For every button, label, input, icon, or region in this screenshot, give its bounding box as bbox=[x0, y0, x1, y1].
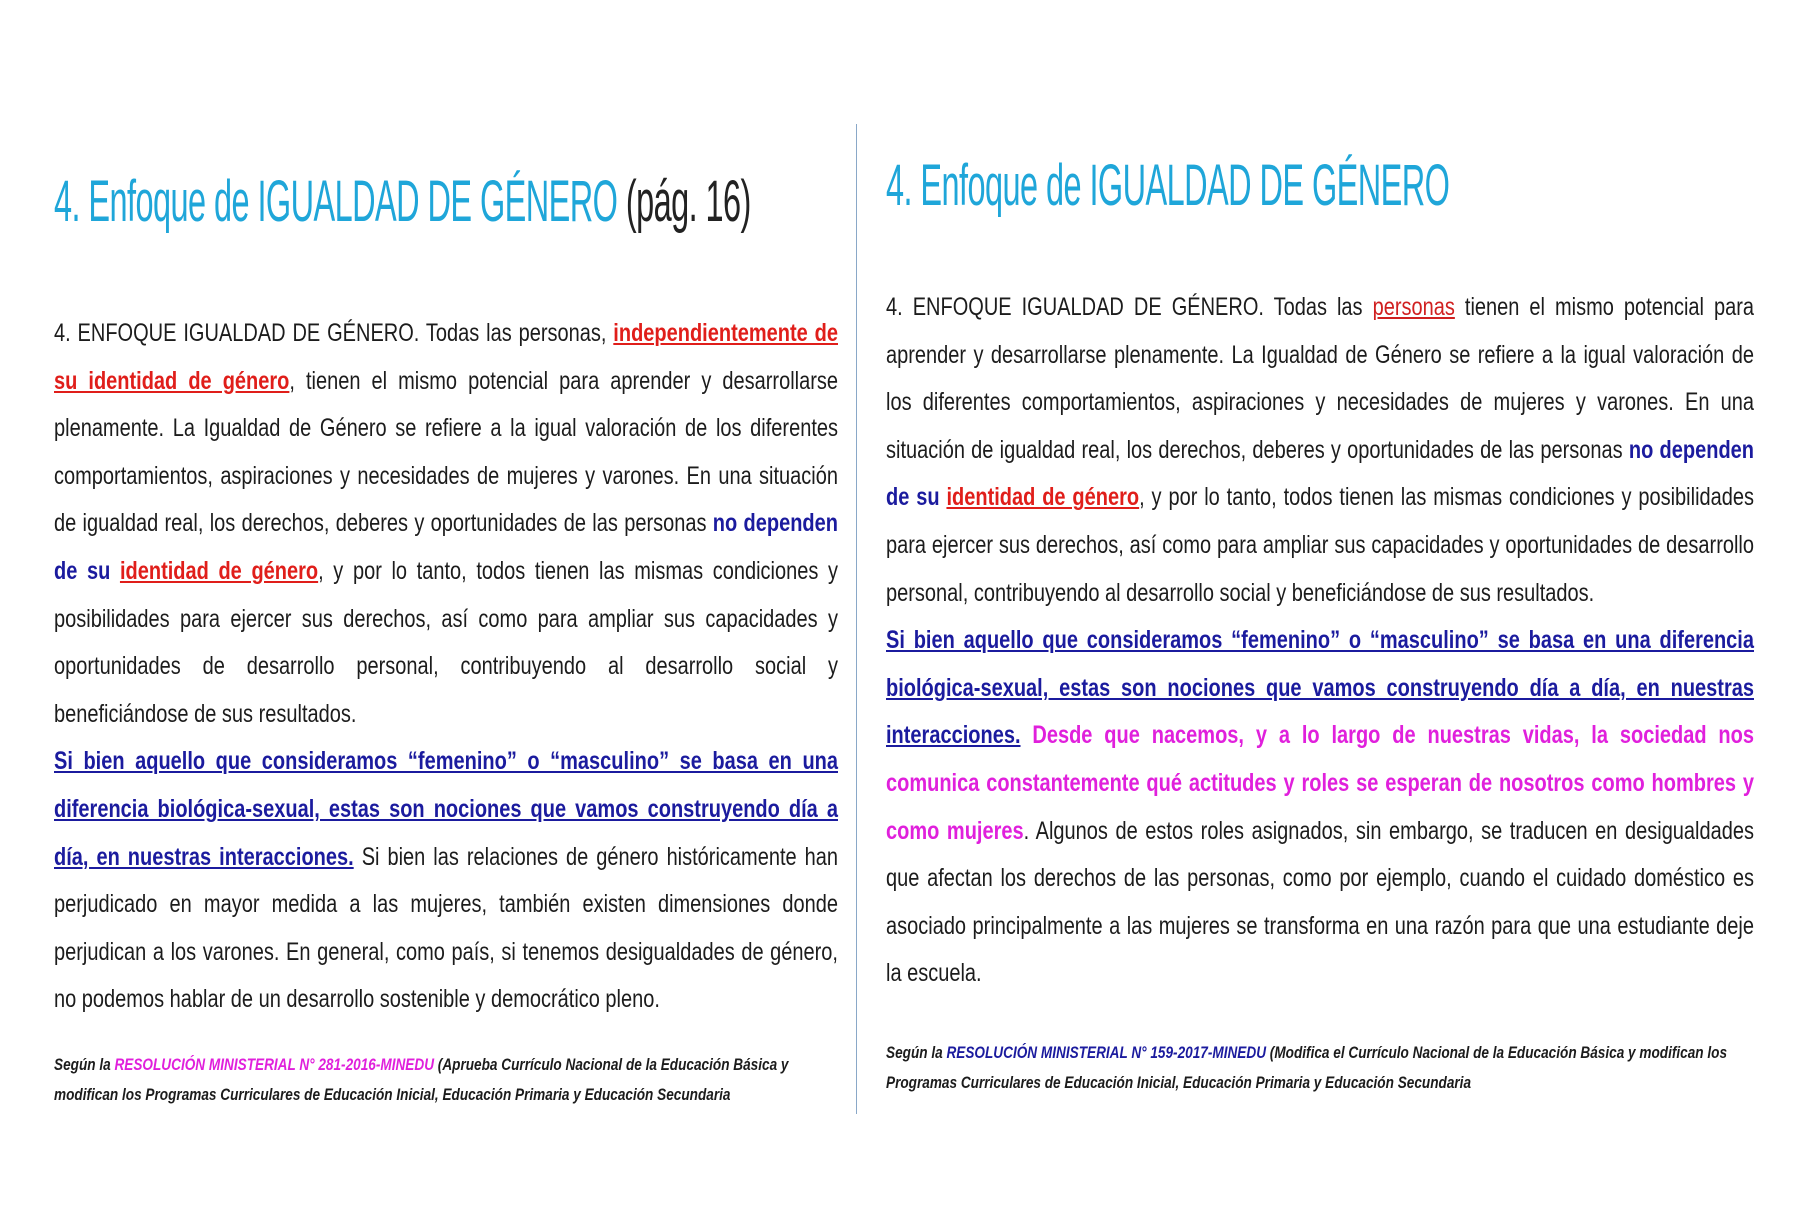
right-title-wrap bbox=[886, 152, 1754, 222]
left-body: 4. ENFOQUE IGUALDAD DE GÉNERO. Todas las personas, independientemente de su identidad de género, tienen el mismo potencial para aprender y desarrollarse plenamente. La Igualdad de Género se refiere a la igual valoración de los diferentes comportamientos, aspiraciones y necesidades de mujeres y varones. En una situación de igualdad real, los derechos, deberes y oportunidades de las personas no dependen de su identidad de género, y por lo tanto, todos tienen las mismas condiciones y posibilidades para ejercer sus derechos, así como para ampliar sus capacidades y oportunidades de desarrollo personal, contribuyendo al desarrollo social y beneficiándose de sus resultados. Si bien aquello que consideramos “femenino” o “masculino” se basa en una diferencia biológica-sexual, estas son nociones que vamos construyendo día a día, en nuestras interacciones. Si bien las relaciones de género históricamente han perjudicado en mayor medida a las mujeres, también existen dimensiones donde perjudican a los varones. En general, como país, si tenemos desigualdades de género, no podemos hablar de un desarrollo sostenible y democrático pleno. bbox=[54, 319, 838, 1014]
right-title: 4. Enfoque de IGUALDAD DE GÉNERO bbox=[886, 153, 1450, 218]
divider bbox=[856, 124, 857, 1114]
page-reference: (pág. 16) bbox=[625, 169, 751, 234]
right-body: 4. ENFOQUE IGUALDAD DE GÉNERO. Todas las personas tienen el mismo potencial para aprender y desarrollarse plenamente. La Igualdad de Género se refiere a la igual valoración de los diferentes comportamientos, aspiraciones y necesidades de mujeres y varones. En una situación de igualdad real, los derechos, deberes y oportunidades de las personas no dependen de su identidad de género, y por lo tanto, todos tienen las mismas condiciones y posibilidades para ejercer sus derechos, así como para ampliar sus capacidades y oportunidades de desarrollo personal, contribuyendo al desarrollo social y beneficiándose de sus resultados. Si bien aquello que consideramos “femenino” o “masculino” se basa en una diferencia biológica-sexual, estas son nociones que vamos construyendo día a día, en nuestras interacciones. Desde que nacemos, y a lo largo de nuestras vidas, la sociedad nos comunica constantemente qué actitudes y roles se esperan de nosotros como hombres y como mujeres. Algunos de estos roles asignados, sin embargo, se traducen en desigualdades que afectan los derechos de las personas, como por ejemplo, cuando el cuidado doméstico es asociado principalmente a las mujeres se transforma en una razón para que una estudiante deje la escuela. bbox=[886, 293, 1755, 988]
left-footnote: Según la RESOLUCIÓN MINISTERIAL N° 281-2016-MINEDU (Aprueba Currículo Nacional de la Educación Básica y modifican los Programas Curriculares de Educación Inicial, Educación Primaria y Educación Secundaria bbox=[54, 1054, 789, 1104]
left-panel bbox=[54, 168, 838, 1110]
right-magenta-text: Desde que nacemos, y a lo largo de nuestras vidas, la sociedad nos comunica constantemente qué actitudes y roles se esperan de nosotros como hombres y como mujeres bbox=[886, 721, 1754, 845]
left-title-wrap bbox=[54, 168, 838, 238]
right-footnote: Según la RESOLUCIÓN MINISTERIAL N° 159-2017-MINEDU (Modifica el Currículo Nacional de la Educación Básica y modifican los Programas Curriculares de Educación Inicial, Educación Primaria y Educación Secundaria bbox=[886, 1042, 1728, 1092]
right-highlight: Si bien aquello que consideramos “femenino” o “masculino” se basa en una diferencia biológica-sexual, estas son nociones que vamos construyendo día a día, en nuestras interacciones. bbox=[886, 626, 1754, 750]
right-panel bbox=[886, 152, 1754, 1098]
left-title: 4. Enfoque de IGUALDAD DE GÉNERO (pág. 16) bbox=[54, 169, 751, 234]
left-highlight: Si bien aquello que consideramos “femenino” o “masculino” se basa en una diferencia biológica-sexual, estas son nociones que vamos construyendo día a día, en nuestras interacciones. bbox=[54, 747, 838, 871]
